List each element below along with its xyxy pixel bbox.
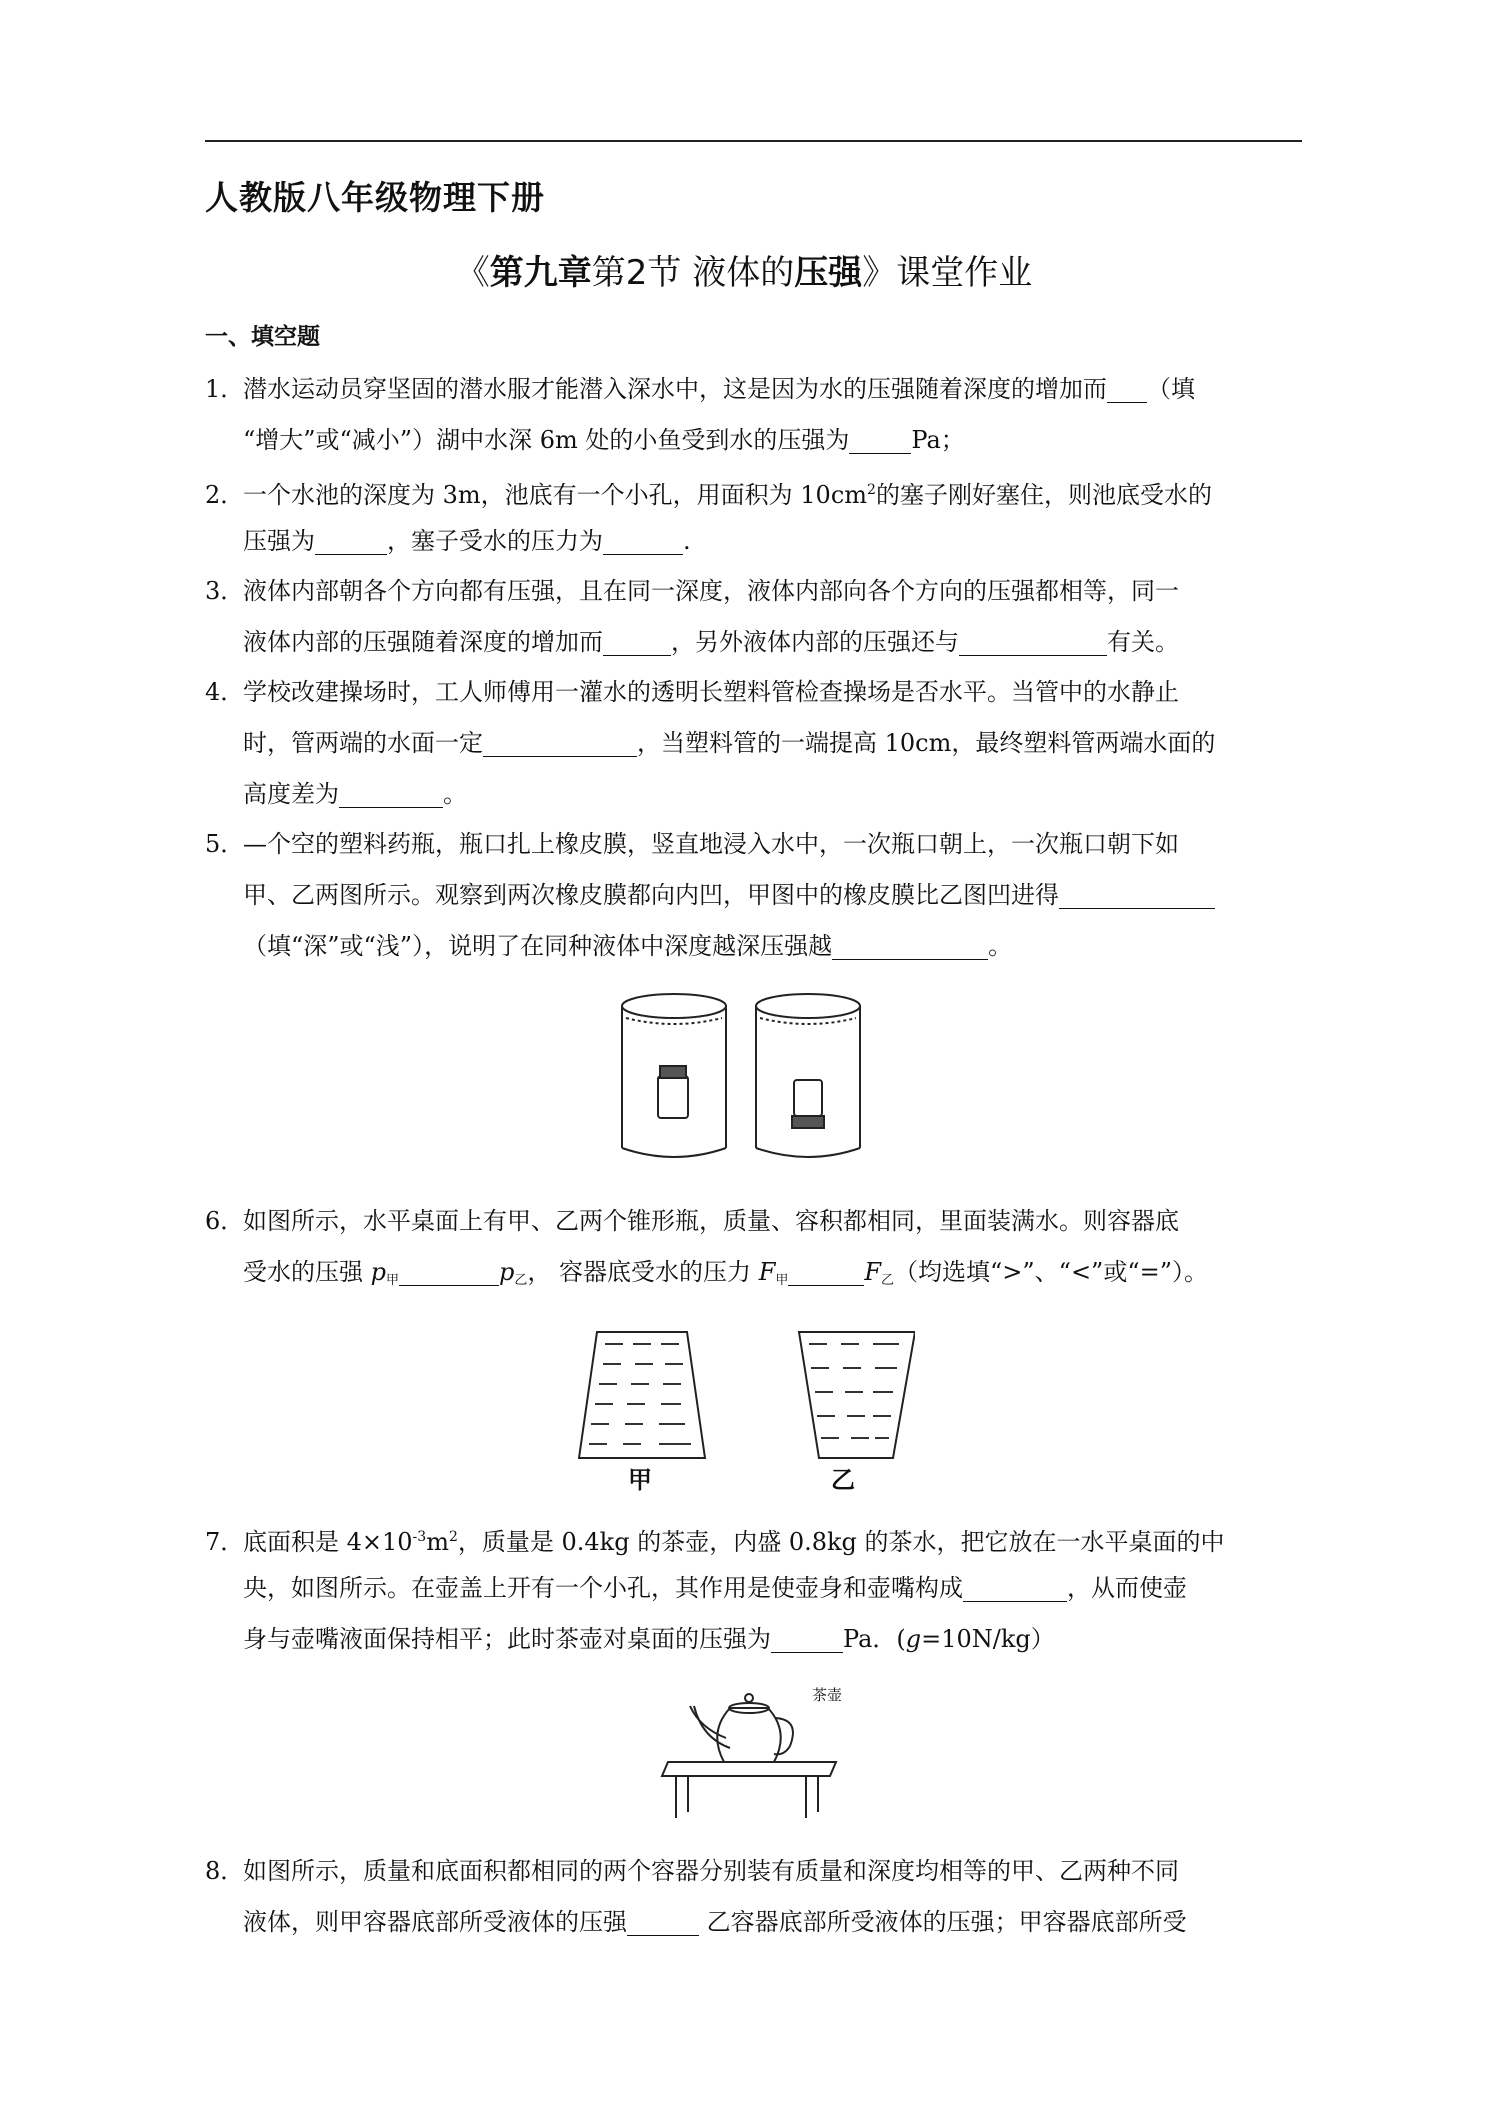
question-4: 4．学校改建操场时，工人师傅用一灌水的透明长塑料管检查操场是否水平。当管中的水静止 时，管两端的水面一定 ，当塑料管的一端提高 10cm，最终塑料管两端水面的 高度差为 。 <box>205 678 1216 808</box>
figure-label-yi: 乙 <box>831 1466 855 1494</box>
doc-title: 《第九章第2节 液体的压强》课堂作业 <box>455 253 1033 293</box>
question-1: 1．潜水运动员穿坚固的潜水服才能潜入深水中，这是因为水的压强随着深度的增加而 （填 “增大”或“减小”）湖中水深 6m 处的小鱼受到水的压强为 Pa； <box>205 375 1195 454</box>
question-2: 2．一个水池的深度为 3m，池底有一个小孔，用面积为 $10cm^2$的塞子刚好塞住，则池底受水的 压强为 ，塞子受水的压力为 . <box>205 481 1212 555</box>
answer-blank[interactable] <box>832 931 988 960</box>
answer-blank[interactable] <box>849 425 911 454</box>
answer-blank[interactable] <box>963 1573 1067 1602</box>
question-8: 8．如图所示，质量和底面积都相同的两个容器分别装有质量和深度均相等的甲、乙两种不同 液体，则甲容器底部所受液体的压强 乙容器底部所受液体的压强；甲容器底部所受 <box>205 1857 1187 1936</box>
figure-label-jia: 甲 <box>628 1466 652 1494</box>
answer-blank[interactable] <box>603 526 683 555</box>
top-rule <box>205 140 1302 142</box>
answer-blank[interactable] <box>483 728 637 757</box>
figure-label-teapot: 茶壶 <box>812 1686 843 1704</box>
question-6: 6．如图所示，水平桌面上有甲、乙两个锥形瓶，质量、容积都相同，里面装满水。则容器底 受水的压强 $p_甲$ $p_乙$， 容器底受水的压力 $F_甲$ $F_乙$（均选填“>”、“<”或“=”）。 <box>205 1207 1208 1288</box>
answer-blank[interactable] <box>315 526 387 555</box>
answer-blank[interactable] <box>627 1907 699 1936</box>
figure-bottles-in-water <box>612 988 892 1168</box>
answer-blank[interactable] <box>959 627 1107 656</box>
doc-header: 人教版八年级物理下册 <box>205 178 545 217</box>
question-7: 7．底面积是 $4\times 10^{-3}m^2$，质量是 0.4kg 的茶壶，内盛 0.8kg 的茶水，把它放在一水平桌面的中 央，如图所示。在壶盖上开有一个小孔，其作用是使壶身和壶嘴构成 ，从而使壶 身与壶嘴液面保持相平；此时茶壶对桌面的压强为 Pa．(g=10N/kg） <box>205 1528 1225 1653</box>
answer-blank[interactable] <box>1059 880 1215 909</box>
answer-blank[interactable] <box>603 627 671 656</box>
answer-blank[interactable] <box>771 1624 843 1653</box>
answer-blank[interactable] <box>1107 374 1147 403</box>
answer-blank[interactable] <box>399 1257 499 1286</box>
section-heading: 一、填空题 <box>205 324 320 350</box>
answer-blank[interactable] <box>788 1257 864 1286</box>
question-3: 3．液体内部朝各个方向都有压强，且在同一深度，液体内部向各个方向的压强都相等，同一 液体内部的压强随着深度的增加而 ，另外液体内部的压强还与 有关。 <box>205 577 1179 656</box>
answer-blank[interactable] <box>339 779 443 808</box>
question-5: 5．—个空的塑料药瓶，瓶口扎上橡皮膜，竖直地浸入水中，一次瓶口朝上，一次瓶口朝下如 甲、乙两图所示。观察到两次橡皮膜都向内凹，甲图中的橡皮膜比乙图凹进得 （填“深”或“浅”），说明了在同种液体中深度越深压强越 。 <box>205 819 1305 972</box>
figure-flasks <box>575 1320 915 1480</box>
